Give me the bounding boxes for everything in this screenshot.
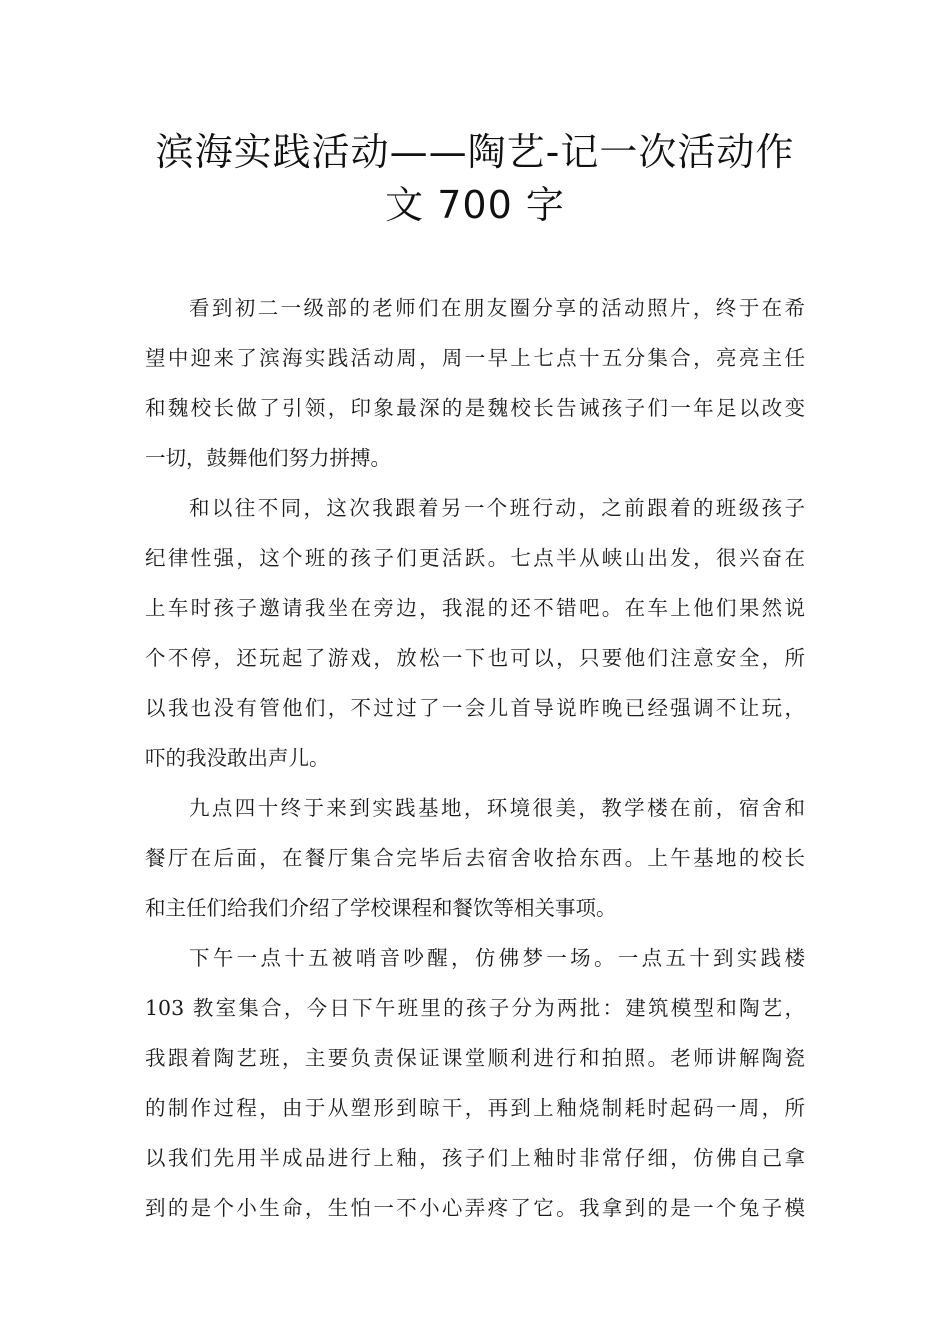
text-line: 纪律性强，这个班的孩子们更活跃。七点半从峡山出发，很兴奋在 xyxy=(145,546,805,570)
text-line: 餐厅在后面，在餐厅集合完毕后去宿舍收拾东西。上午基地的校长 xyxy=(145,846,805,870)
text-line: 以我也没有管他们，不过过了一会儿首导说昨晚已经强调不让玩， xyxy=(145,696,805,720)
text-line: 以我们先用半成品进行上釉，孩子们上釉时非常仔细，仿佛自己拿 xyxy=(145,1146,805,1170)
text-line: 下午一点十五被哨音吵醒，仿佛梦一场。一点五十到实践楼 xyxy=(189,946,805,970)
paragraph-4 xyxy=(145,933,805,1233)
text-line: 103 教室集合，今日下午班里的孩子分为两批：建筑模型和陶艺， xyxy=(145,996,805,1020)
title-line-1: 滨海实践活动——陶艺-记一次活动作 xyxy=(155,130,795,174)
text-line: 到的是个小生命，生怕一不小心弄疼了它。我拿到的是一个兔子模 xyxy=(145,1196,805,1220)
paragraph-1 xyxy=(145,283,805,483)
text-line: 和主任们给我们介绍了学校课程和餐饮等相关事项。 xyxy=(145,896,617,920)
text-line: 望中迎来了滨海实践活动周，周一早上七点十五分集合，亮亮主任 xyxy=(145,346,805,370)
text-line: 和以往不同，这次我跟着另一个班行动，之前跟着的班级孩子 xyxy=(189,496,805,520)
text-line: 的制作过程，由于从塑形到晾干，再到上釉烧制耗时起码一周，所 xyxy=(145,1096,805,1120)
text-line: 我跟着陶艺班，主要负责保证课堂顺利进行和拍照。老师讲解陶瓷 xyxy=(145,1046,805,1070)
text-line: 和魏校长做了引领，印象最深的是魏校长告诫孩子们一年足以改变 xyxy=(145,396,805,420)
text-line: 一切，鼓舞他们努力拼搏。 xyxy=(145,446,391,470)
text-line: 上车时孩子邀请我坐在旁边，我混的还不错吧。在车上他们果然说 xyxy=(145,596,805,620)
title-line-2: 文 700 字 xyxy=(385,183,565,227)
document-body xyxy=(145,283,805,1233)
text-line: 九点四十终于来到实践基地，环境很美，教学楼在前，宿舍和 xyxy=(189,796,805,820)
paragraph-2 xyxy=(145,483,805,783)
text-line: 吓的我没敢出声儿。 xyxy=(145,746,330,770)
document-title xyxy=(140,126,810,232)
text-line: 看到初二一级部的老师们在朋友圈分享的活动照片，终于在希 xyxy=(189,296,805,320)
paragraph-3 xyxy=(145,783,805,933)
text-line: 个不停，还玩起了游戏，放松一下也可以，只要他们注意安全，所 xyxy=(145,646,805,670)
